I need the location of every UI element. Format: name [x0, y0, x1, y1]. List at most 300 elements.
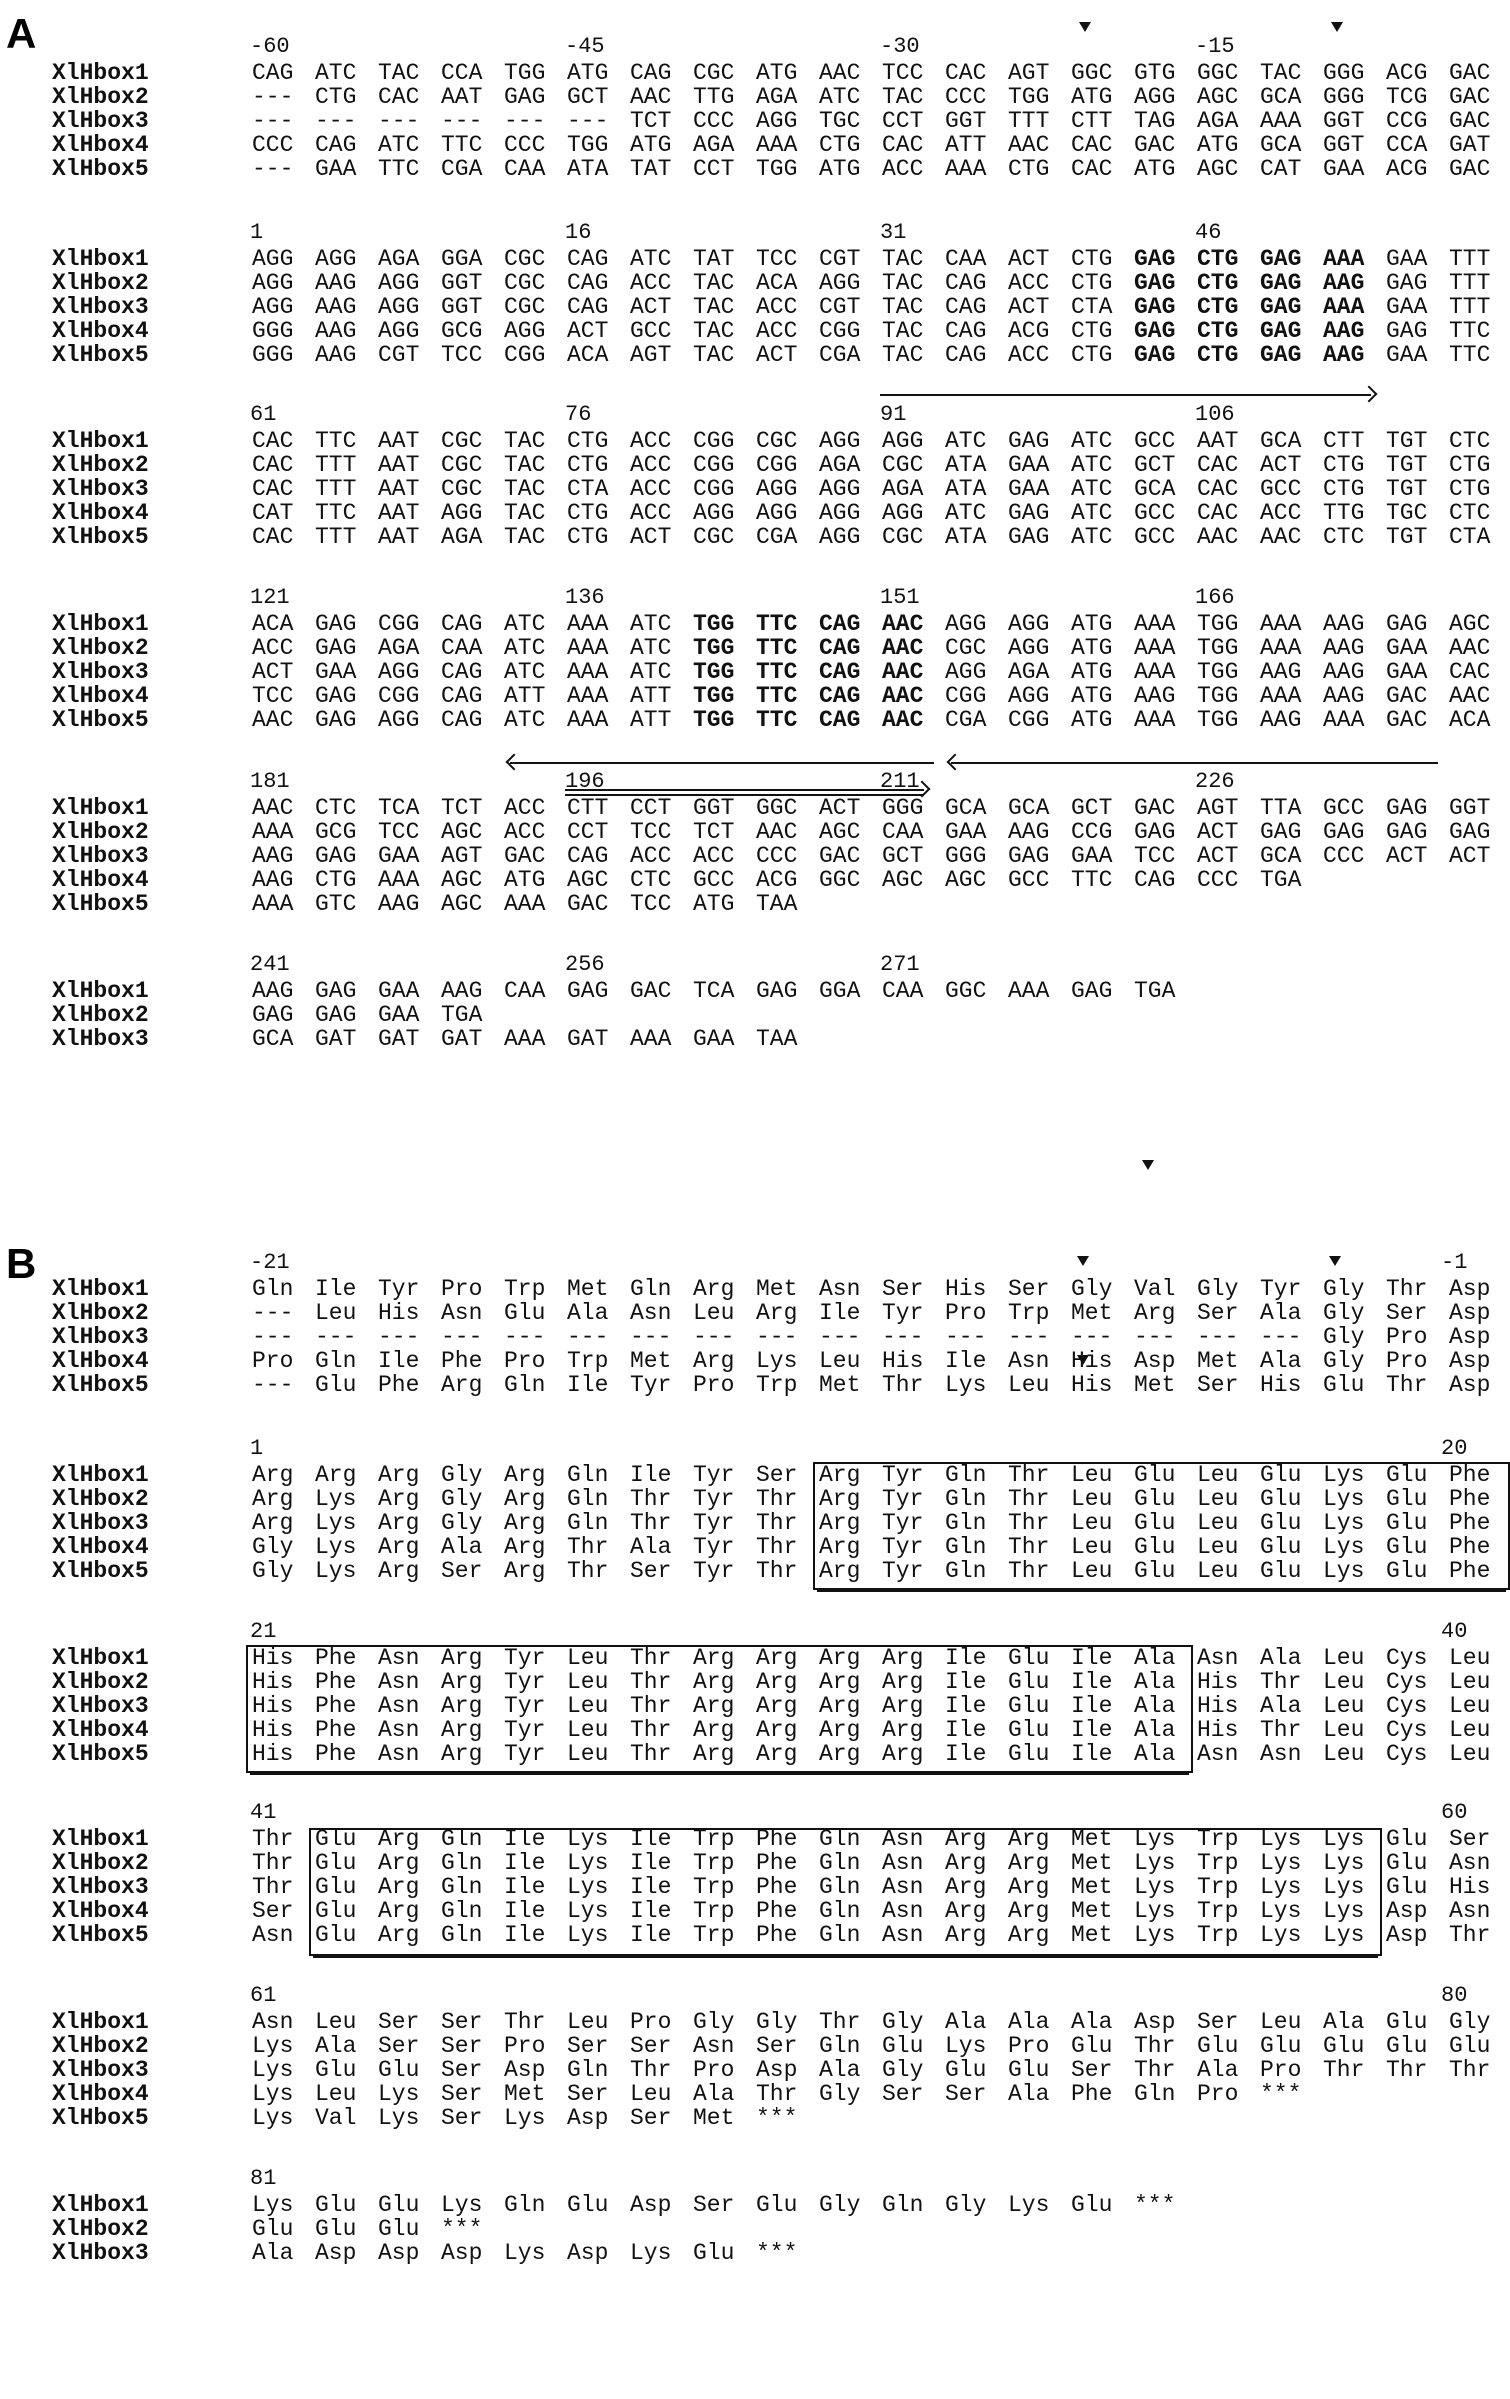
- residue: Glu: [1008, 1717, 1050, 1743]
- homeodomain-helix-box: [309, 1828, 1382, 1956]
- codon: CTG: [1071, 318, 1113, 344]
- residue: Arg: [882, 1741, 924, 1767]
- codon: AGC: [819, 819, 861, 845]
- codon: GGG: [252, 342, 294, 368]
- residue: Tyr: [504, 1669, 546, 1695]
- residue: Pro: [693, 2057, 735, 2083]
- residue: Lys: [504, 2240, 546, 2266]
- residue: Lys: [945, 1372, 987, 1398]
- codon: CAG: [819, 683, 861, 709]
- residue: Lys: [567, 1826, 609, 1852]
- residue: Gln: [1134, 2081, 1176, 2107]
- residue: Lys: [1260, 1922, 1302, 1948]
- residue: Trp: [1008, 1300, 1050, 1326]
- residue: Gly: [1323, 1276, 1365, 1302]
- residue: Gly: [882, 2057, 924, 2083]
- codon: GAA: [945, 819, 987, 845]
- inverted-repeat-arrow-line: [951, 762, 1438, 764]
- residue: Trp: [693, 1826, 735, 1852]
- codon: AGA: [693, 132, 735, 158]
- residue: Glu: [1449, 2033, 1491, 2059]
- residue: Ile: [567, 1372, 609, 1398]
- residue: Gln: [945, 1510, 987, 1536]
- codon: CTG: [1197, 294, 1239, 320]
- residue: Gln: [441, 1922, 483, 1948]
- residue: Tyr: [504, 1693, 546, 1719]
- codon: TAC: [882, 84, 924, 110]
- residue: ---: [1197, 1324, 1239, 1350]
- arrowhead-right: [1361, 386, 1378, 403]
- residue: Glu: [315, 1850, 357, 1876]
- codon: CCC: [252, 132, 294, 158]
- residue: Trp: [1197, 1850, 1239, 1876]
- position-number: 20: [1441, 1436, 1468, 1461]
- codon: GAG: [1008, 500, 1050, 526]
- codon: AAC: [252, 707, 294, 733]
- codon: ATC: [1071, 476, 1113, 502]
- residue: Pro: [1197, 2081, 1239, 2107]
- codon: CAG: [945, 318, 987, 344]
- residue: Gly: [252, 1534, 294, 1560]
- inverted-repeat-arrow-line: [880, 394, 1371, 396]
- codon: AAT: [378, 476, 420, 502]
- residue: Leu: [567, 1693, 609, 1719]
- codon: GAG: [1071, 978, 1113, 1004]
- residue: Lys: [1323, 1486, 1365, 1512]
- residue: Thr: [1134, 2057, 1176, 2083]
- residue: Asn: [1260, 1741, 1302, 1767]
- residue: Pro: [252, 1348, 294, 1374]
- codon: TTT: [1449, 270, 1491, 296]
- residue: Gln: [945, 1534, 987, 1560]
- residue: Arg: [378, 1462, 420, 1488]
- hbox5-underline: [817, 1590, 1506, 1592]
- residue: Ser: [441, 2009, 483, 2035]
- sequence-name: XlHbox5: [52, 707, 149, 733]
- codon: GCA: [1134, 476, 1176, 502]
- sequence-name: XlHbox4: [52, 1898, 149, 1924]
- codon: GAG: [1260, 294, 1302, 320]
- residue: Lys: [1260, 1874, 1302, 1900]
- residue: Arg: [1008, 1922, 1050, 1948]
- codon: TTG: [1323, 500, 1365, 526]
- arrowhead-left: [947, 754, 964, 771]
- codon: GCC: [1323, 795, 1365, 821]
- residue: Arg: [819, 1741, 861, 1767]
- residue: Met: [1134, 1372, 1176, 1398]
- residue: Ala: [315, 2033, 357, 2059]
- residue: Gln: [441, 1898, 483, 1924]
- codon: AGA: [819, 452, 861, 478]
- residue: Glu: [1008, 2057, 1050, 2083]
- residue: Asn: [441, 1300, 483, 1326]
- residue: Arg: [1008, 1898, 1050, 1924]
- codon: ATA: [945, 524, 987, 550]
- residue: Lys: [567, 1922, 609, 1948]
- codon: GCT: [567, 84, 609, 110]
- codon: TTC: [315, 428, 357, 454]
- codon: CAA: [504, 156, 546, 182]
- codon: GAG: [1386, 611, 1428, 637]
- residue: His: [882, 1348, 924, 1374]
- codon: CGC: [441, 452, 483, 478]
- codon: ATA: [945, 452, 987, 478]
- residue: Tyr: [504, 1741, 546, 1767]
- sequence-name: XlHbox3: [52, 1324, 149, 1350]
- residue: Arg: [378, 1922, 420, 1948]
- codon: CCT: [693, 156, 735, 182]
- codon: TAC: [882, 318, 924, 344]
- codon: AAC: [252, 795, 294, 821]
- codon: TAA: [756, 891, 798, 917]
- residue: Thr: [630, 1693, 672, 1719]
- residue: Ser: [378, 2009, 420, 2035]
- codon: AAG: [315, 270, 357, 296]
- position-number: 91: [880, 402, 907, 427]
- codon: GAG: [1386, 819, 1428, 845]
- residue: Lys: [756, 1348, 798, 1374]
- residue: Glu: [756, 2192, 798, 2218]
- codon: ACC: [630, 843, 672, 869]
- codon: AAA: [1323, 246, 1365, 272]
- codon: AAG: [1323, 659, 1365, 685]
- residue: Ser: [567, 2081, 609, 2107]
- codon: GAG: [1386, 270, 1428, 296]
- residue: Asp: [378, 2240, 420, 2266]
- residue: Gln: [441, 1850, 483, 1876]
- residue: Asp: [315, 2240, 357, 2266]
- residue: Ala: [945, 2009, 987, 2035]
- codon: CTG: [315, 84, 357, 110]
- residue: Leu: [1071, 1510, 1113, 1536]
- residue: Leu: [1323, 1741, 1365, 1767]
- residue: Thr: [756, 1534, 798, 1560]
- residue: ---: [315, 1324, 357, 1350]
- codon: CTA: [1071, 294, 1113, 320]
- codon: TCT: [441, 795, 483, 821]
- codon: ACC: [1008, 342, 1050, 368]
- residue: Arg: [882, 1717, 924, 1743]
- residue: Gln: [567, 1486, 609, 1512]
- residue: Glu: [567, 2192, 609, 2218]
- residue: Pro: [441, 1276, 483, 1302]
- codon: GAG: [1134, 318, 1176, 344]
- residue: Arg: [756, 1300, 798, 1326]
- codon: AAC: [1449, 683, 1491, 709]
- residue: Thr: [819, 2009, 861, 2035]
- codon: GAC: [630, 978, 672, 1004]
- residue: Leu: [315, 2081, 357, 2107]
- codon: GCT: [882, 843, 924, 869]
- codon: CCC: [693, 108, 735, 134]
- residue: ---: [1134, 1324, 1176, 1350]
- codon: AAC: [882, 707, 924, 733]
- residue: Glu: [1008, 1645, 1050, 1671]
- residue: Pro: [945, 1300, 987, 1326]
- sequence-name: XlHbox3: [52, 108, 149, 134]
- codon: AAA: [378, 867, 420, 893]
- codon: CTA: [1449, 524, 1491, 550]
- codon: AAC: [630, 84, 672, 110]
- sequence-name: XlHbox5: [52, 156, 149, 182]
- residue: Lys: [315, 1534, 357, 1560]
- residue: Thr: [1323, 2057, 1365, 2083]
- residue: Glu: [945, 2057, 987, 2083]
- codon: AGG: [819, 476, 861, 502]
- codon: TTC: [1449, 318, 1491, 344]
- residue: Arg: [819, 1534, 861, 1560]
- codon: ACT: [567, 318, 609, 344]
- codon: AAA: [1008, 978, 1050, 1004]
- codon: CAA: [504, 978, 546, 1004]
- codon: CTT: [1071, 108, 1113, 134]
- residue: Asp: [1449, 1324, 1491, 1350]
- codon: CAC: [252, 452, 294, 478]
- codon: CTG: [1197, 318, 1239, 344]
- residue: ***: [1260, 2081, 1302, 2107]
- codon: ATG: [819, 156, 861, 182]
- residue: Asp: [1449, 1276, 1491, 1302]
- residue: Trp: [693, 1922, 735, 1948]
- codon: TGC: [1386, 500, 1428, 526]
- codon: CTG: [1008, 156, 1050, 182]
- codon: GAA: [1071, 843, 1113, 869]
- residue: Lys: [315, 1510, 357, 1536]
- residue: Ala: [1323, 2009, 1365, 2035]
- residue: His: [1197, 1717, 1239, 1743]
- residue: Ser: [1197, 1300, 1239, 1326]
- codon: CTG: [1197, 342, 1239, 368]
- codon: TGG: [693, 707, 735, 733]
- codon: ACA: [1449, 707, 1491, 733]
- residue: Leu: [567, 2009, 609, 2035]
- residue: Leu: [1197, 1534, 1239, 1560]
- codon: AGG: [252, 246, 294, 272]
- codon: GGC: [945, 978, 987, 1004]
- codon: GGT: [1449, 795, 1491, 821]
- codon: CAC: [252, 476, 294, 502]
- residue: Arg: [819, 1558, 861, 1584]
- sequence-name: XlHbox4: [52, 867, 149, 893]
- residue: Gly: [945, 2192, 987, 2218]
- residue: Arg: [693, 1693, 735, 1719]
- sequence-name: XlHbox3: [52, 843, 149, 869]
- residue: His: [1197, 1669, 1239, 1695]
- residue: Ile: [630, 1874, 672, 1900]
- residue: Gln: [567, 1510, 609, 1536]
- codon: ACC: [630, 500, 672, 526]
- position-number: 121: [250, 585, 290, 610]
- residue: Ala: [1134, 1717, 1176, 1743]
- residue: Met: [1071, 1898, 1113, 1924]
- residue: Lys: [1323, 1558, 1365, 1584]
- codon: CGC: [882, 524, 924, 550]
- codon: CCT: [630, 795, 672, 821]
- codon: AGG: [378, 707, 420, 733]
- codon: CAC: [882, 132, 924, 158]
- inverted-repeat-arrow-line: [565, 794, 924, 796]
- residue: Pro: [504, 2033, 546, 2059]
- residue: Ser: [1008, 1276, 1050, 1302]
- residue: Gly: [882, 2009, 924, 2035]
- codon: CAG: [819, 707, 861, 733]
- codon: TTC: [756, 611, 798, 637]
- codon: AAA: [1260, 683, 1302, 709]
- codon: ACT: [1197, 843, 1239, 869]
- codon: AGG: [378, 294, 420, 320]
- residue: Lys: [567, 1898, 609, 1924]
- codon: GAG: [315, 683, 357, 709]
- codon: CTT: [1323, 428, 1365, 454]
- codon: ATA: [567, 156, 609, 182]
- residue: Met: [1071, 1874, 1113, 1900]
- residue: Glu: [1386, 2033, 1428, 2059]
- homeodomain-helix-box: [246, 1645, 1193, 1773]
- codon: AGG: [945, 611, 987, 637]
- residue: Gly: [1071, 1276, 1113, 1302]
- residue: Leu: [567, 1669, 609, 1695]
- codon: ACC: [630, 270, 672, 296]
- residue: Glu: [693, 2240, 735, 2266]
- residue: His: [252, 1693, 294, 1719]
- residue: Arg: [504, 1462, 546, 1488]
- residue: Glu: [1134, 1534, 1176, 1560]
- codon: ATG: [1071, 683, 1113, 709]
- residue: Leu: [315, 2009, 357, 2035]
- codon: AAA: [567, 659, 609, 685]
- residue: Asn: [378, 1669, 420, 1695]
- residue: Ala: [1134, 1693, 1176, 1719]
- codon: AAG: [315, 294, 357, 320]
- codon: TCA: [693, 978, 735, 1004]
- residue: Asp: [1449, 1300, 1491, 1326]
- residue: ---: [882, 1324, 924, 1350]
- codon: TAA: [756, 1026, 798, 1052]
- hbox5-underline: [313, 1956, 1378, 1958]
- sequence-name: XlHbox1: [52, 60, 149, 86]
- sequence-name: XlHbox2: [52, 84, 149, 110]
- codon: GAT: [378, 1026, 420, 1052]
- codon: TCC: [378, 819, 420, 845]
- residue: Lys: [1008, 2192, 1050, 2218]
- codon: GAA: [1386, 246, 1428, 272]
- residue: Phe: [441, 1348, 483, 1374]
- residue: Tyr: [693, 1462, 735, 1488]
- codon: ATC: [1071, 524, 1113, 550]
- position-number: 166: [1195, 585, 1235, 610]
- codon: AGG: [882, 428, 924, 454]
- residue: Ala: [1197, 2057, 1239, 2083]
- residue: Tyr: [504, 1717, 546, 1743]
- codon: GAC: [567, 891, 609, 917]
- residue: Lys: [1323, 1898, 1365, 1924]
- codon: CTA: [567, 476, 609, 502]
- codon: ACA: [756, 270, 798, 296]
- residue: Val: [1134, 1276, 1176, 1302]
- residue: Trp: [1197, 1922, 1239, 1948]
- codon: GAC: [1134, 132, 1176, 158]
- residue: Ser: [441, 2057, 483, 2083]
- residue: Lys: [1323, 1874, 1365, 1900]
- codon: TGG: [693, 659, 735, 685]
- residue: Glu: [1386, 1462, 1428, 1488]
- codon: TTA: [1260, 795, 1302, 821]
- residue: Leu: [567, 1645, 609, 1671]
- residue: Thr: [504, 2009, 546, 2035]
- residue: Lys: [1260, 1850, 1302, 1876]
- codon: AAA: [1323, 707, 1365, 733]
- residue: Lys: [1323, 1826, 1365, 1852]
- residue: Arg: [756, 1645, 798, 1671]
- codon: AGA: [1197, 108, 1239, 134]
- residue: Ser: [441, 2105, 483, 2131]
- codon: AAA: [1134, 635, 1176, 661]
- residue: Lys: [1134, 1898, 1176, 1924]
- codon: TTT: [315, 452, 357, 478]
- residue: Phe: [315, 1741, 357, 1767]
- residue: Ile: [504, 1922, 546, 1948]
- codon: GCG: [315, 819, 357, 845]
- residue: Gly: [819, 2081, 861, 2107]
- inverted-repeat-arrow-line: [565, 789, 924, 791]
- codon: CGA: [441, 156, 483, 182]
- codon: TAT: [693, 246, 735, 272]
- codon: ATC: [1071, 452, 1113, 478]
- codon: TTT: [315, 476, 357, 502]
- codon: TGT: [1386, 524, 1428, 550]
- sequence-name: XlHbox5: [52, 1741, 149, 1767]
- residue: Gln: [315, 1348, 357, 1374]
- sequence-name: XlHbox3: [52, 659, 149, 685]
- residue: Gly: [1197, 1276, 1239, 1302]
- codon: TAC: [378, 60, 420, 86]
- residue: Ser: [1449, 1826, 1491, 1852]
- residue: Ser: [441, 2033, 483, 2059]
- residue: Asp: [630, 2192, 672, 2218]
- codon: GGT: [1323, 132, 1365, 158]
- residue: Ile: [945, 1348, 987, 1374]
- residue: Tyr: [504, 1645, 546, 1671]
- residue: Gly: [441, 1462, 483, 1488]
- residue: Leu: [1323, 1669, 1365, 1695]
- codon: CGC: [504, 246, 546, 272]
- residue: Arg: [1008, 1850, 1050, 1876]
- codon: TGA: [1260, 867, 1302, 893]
- residue: Lys: [1134, 1922, 1176, 1948]
- residue: Leu: [1449, 1669, 1491, 1695]
- residue: ---: [630, 1324, 672, 1350]
- residue: Trp: [693, 1850, 735, 1876]
- residue: Glu: [1386, 1826, 1428, 1852]
- sequence-name: XlHbox1: [52, 246, 149, 272]
- codon: CAC: [1197, 452, 1239, 478]
- codon: CAG: [441, 683, 483, 709]
- residue: Thr: [567, 1534, 609, 1560]
- residue: Met: [1071, 1826, 1113, 1852]
- position-number: 196: [565, 769, 605, 794]
- residue: Ile: [504, 1850, 546, 1876]
- codon: AGC: [1449, 611, 1491, 637]
- codon: ATT: [945, 132, 987, 158]
- residue: Arg: [378, 1826, 420, 1852]
- residue: Leu: [1449, 1693, 1491, 1719]
- residue: Arg: [441, 1669, 483, 1695]
- codon: ---: [567, 108, 609, 134]
- residue: Arg: [378, 1534, 420, 1560]
- residue: Glu: [1260, 1462, 1302, 1488]
- codon: CAC: [252, 524, 294, 550]
- codon: TCC: [756, 246, 798, 272]
